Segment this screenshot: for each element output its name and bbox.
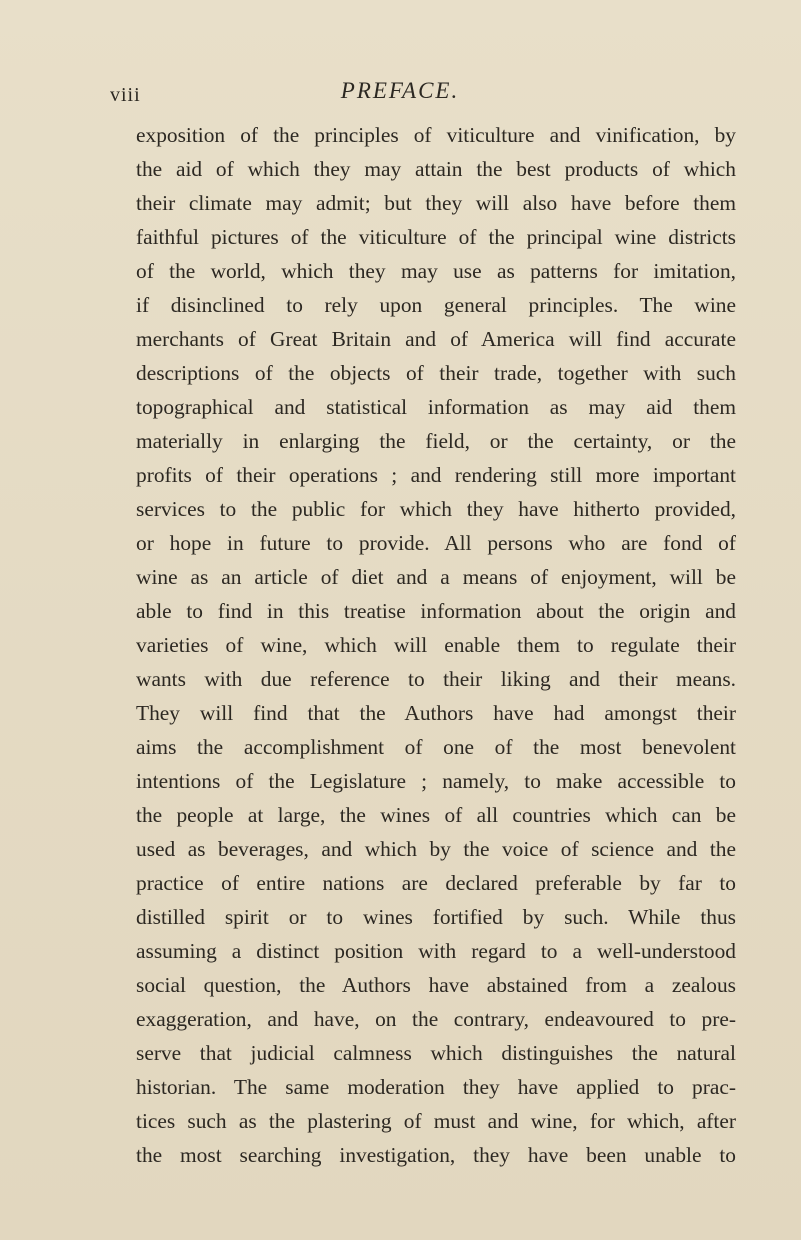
text-line: varieties of wine, which will enable them to regulate their <box>136 633 736 657</box>
text-line: distilled spirit or to wines fortified by such. While thus <box>136 905 736 929</box>
text-line: if disinclined to rely upon general principles. The wine <box>136 293 736 317</box>
text-line: the most searching investigation, they have been unable to <box>136 1143 736 1167</box>
text-line: or hope in future to provide. All persons who are fond of <box>136 531 736 555</box>
text-line: their climate may admit; but they will also have before them <box>136 191 736 215</box>
text-line: They will find that the Authors have had amongst their <box>136 701 736 725</box>
text-line: social question, the Authors have abstained from a zealous <box>136 973 736 997</box>
text-line: serve that judicial calmness which distinguishes the natural <box>136 1041 736 1065</box>
running-title: PREFACE. <box>340 78 460 103</box>
text-line: wine as an article of diet and a means of enjoyment, will be <box>136 565 736 589</box>
text-line: faithful pictures of the viticulture of the principal wine districts <box>136 225 736 249</box>
text-line: practice of entire nations are declared preferable by far to <box>136 871 736 895</box>
page-header <box>110 78 690 110</box>
text-line: historian. The same moderation they have applied to prac- <box>136 1075 736 1099</box>
text-line: wants with due reference to their liking and their means. <box>136 667 736 691</box>
text-line: services to the public for which they have hitherto provided, <box>136 497 736 521</box>
text-line: intentions of the Legislature ; namely, to make accessible to <box>136 769 736 793</box>
text-line: exaggeration, and have, on the contrary, endeavoured to pre- <box>136 1007 736 1031</box>
text-line: merchants of Great Britain and of America will find accurate <box>136 327 736 351</box>
text-line: exposition of the principles of viticulture and vinification, by <box>136 123 736 147</box>
text-line: topographical and statistical information as may aid them <box>136 395 736 419</box>
text-line: able to find in this treatise information about the origin and <box>136 599 736 623</box>
text-line: of the world, which they may use as patterns for imitation, <box>136 259 736 283</box>
text-line: used as beverages, and which by the voice of science and the <box>136 837 736 861</box>
text-line: assuming a distinct position with regard to a well-understood <box>136 939 736 963</box>
text-line: materially in enlarging the field, or the certainty, or the <box>136 429 736 453</box>
text-line: descriptions of the objects of their trade, together with such <box>136 361 736 385</box>
page-number: viii <box>110 84 141 106</box>
text-line: the people at large, the wines of all countries which can be <box>136 803 736 827</box>
text-line: aims the accomplishment of one of the most benevolent <box>136 735 736 759</box>
text-line: profits of their operations ; and rendering still more important <box>136 463 736 487</box>
text-line: tices such as the plastering of must and wine, for which, after <box>136 1109 736 1133</box>
text-line: the aid of which they may attain the best products of which <box>136 157 736 181</box>
body-text <box>136 118 736 1172</box>
